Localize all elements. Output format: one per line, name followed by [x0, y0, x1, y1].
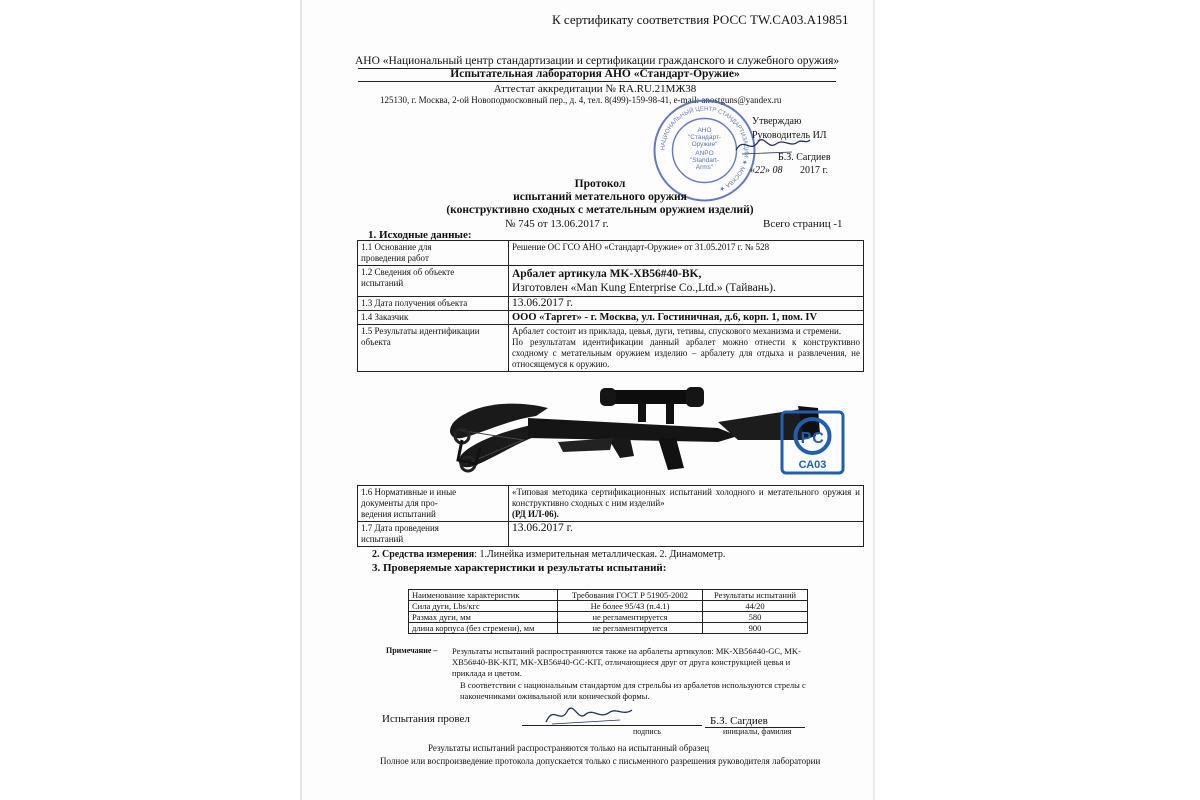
- table-cell: Сила дуги, Lbs/кгс: [409, 601, 558, 612]
- section-title: 3. Проверяемые характеристики и результаты испытаний:: [372, 562, 667, 574]
- protocol-subtitle: (конструктивно сходных с метательным оружием изделий): [446, 204, 754, 216]
- table-cell-value: Арбалет состоит из приклада, цевья, дуги, тетивы, спускового механизма и стремени. По результатам идентификации данный арбалет можно отнести к конструктивно сходному с метательным оружием изделию – арбалету для отдыха и развлечения, не относящемуся к оружию.: [509, 325, 864, 372]
- stamp-text: АНО: [697, 127, 712, 134]
- name-caption: инициалы, фамилия: [723, 727, 792, 736]
- tester-signature: [540, 700, 635, 728]
- table-row: [358, 297, 864, 311]
- table-row: [358, 311, 864, 325]
- approval-date: «22» 08 2017 г.: [750, 165, 828, 176]
- table-cell-key: 1.2 Сведения об объекте испытаний: [358, 266, 509, 297]
- column-header: Результаты испытаний: [703, 590, 808, 601]
- table-cell-key: 1.3 Дата получения объекта: [358, 297, 509, 311]
- source-data-table: [357, 240, 864, 372]
- page-edge: [300, 0, 302, 800]
- table-cell-value: «Типовая методика сертификационных испытаний холодного и метательного оружия и конструктивно сходных с ним изделий» (РД ИЛ-06).: [509, 486, 864, 522]
- table-cell: Размах дуги, мм: [409, 612, 558, 623]
- table-row: [358, 486, 864, 522]
- table-cell: длина корпуса (без стремени), мм: [409, 623, 558, 634]
- table-cell-key: 1.7 Дата проведения испытаний: [358, 522, 509, 547]
- stamp-text: Arms": [695, 164, 714, 171]
- table-cell: Не более 95/43 (п.4.1): [558, 601, 703, 612]
- accreditation-number: Аттестат аккредитации № RA.RU.21МЖ38: [493, 83, 697, 95]
- signature-caption: подпись: [633, 727, 661, 736]
- protocol-subtitle: испытаний метательного оружия: [513, 191, 687, 203]
- header-rule: [358, 81, 836, 82]
- svg-text:P: P: [800, 430, 812, 447]
- stamp-text: "Стандарт-: [687, 134, 722, 141]
- table-row: [358, 522, 864, 547]
- page-count: Всего страниц -1: [763, 218, 843, 230]
- svg-text:C: C: [812, 430, 824, 447]
- table-row: [358, 266, 864, 297]
- table-cell-key: 1.4 Заказчик: [358, 311, 509, 325]
- note-label: Примечание –: [386, 646, 438, 655]
- protocol-number: № 745 от 13.06.2017 г.: [505, 218, 609, 230]
- approval-name: Б.З. Сагдиев: [778, 152, 831, 163]
- stamp-ring-text: НАЦИОНАЛЬНЫЙ ЦЕНТР СТАНДАРТИЗАЦИИ ★ МОСКВА ★: [660, 106, 749, 192]
- results-table: [408, 589, 808, 634]
- protocol-title: Протокол: [574, 178, 626, 190]
- source-data-table-continued: [357, 485, 864, 547]
- table-row: [409, 612, 808, 623]
- table-header-row: [409, 590, 808, 601]
- document-page: [300, 0, 875, 800]
- table-cell: не регламентируется: [558, 623, 703, 634]
- stamp-text: "Standart-: [689, 157, 720, 164]
- cert-mark-code: СА03: [798, 459, 827, 471]
- table-cell-value: 13.06.2017 г.: [509, 522, 864, 547]
- certificate-reference: К сертификату соответствия РОСС TW.CA03.A19851: [552, 12, 849, 27]
- page-edge: [873, 0, 875, 800]
- table-cell-key: 1.5 Результаты идентификации объекта: [358, 325, 509, 372]
- table-row: [409, 601, 808, 612]
- certification-mark-icon: [780, 410, 845, 475]
- table-row: [409, 623, 808, 634]
- section-title: 1. Исходные данные:: [368, 229, 472, 241]
- tester-name: Б.З. Сагдиев: [710, 715, 768, 727]
- table-cell: не регламентируется: [558, 612, 703, 623]
- measurement-tools: 2. Средства измерения: 1.Линейка измерительная металлическая. 2. Динамометр.: [372, 549, 726, 560]
- organization-name: АНО «Национальный центр стандартизации и сертификации гражданского и служебного оружия»: [355, 55, 840, 67]
- table-row: [358, 325, 864, 372]
- approval-line: Утверждаю: [752, 116, 802, 127]
- table-cell: 44/20: [703, 601, 808, 612]
- table-row: [358, 241, 864, 266]
- tester-label: Испытания провел: [382, 713, 470, 725]
- table-cell-value: Решение ОС ГСО АНО «Стандарт-Оружие» от 31.05.2017 г. № 528: [509, 241, 864, 266]
- footer-note: Полное или воспроизведение протокола допускается только с письменного разрешения руководителя лаборатории: [380, 756, 821, 766]
- approval-position: Руководитель ИЛ: [752, 130, 827, 141]
- table-cell-key: 1.1 Основание для проведения работ: [358, 241, 509, 266]
- laboratory-name: Испытательная лаборатория АНО «Стандарт-Оружие»: [450, 68, 740, 80]
- signature-line: [522, 725, 702, 726]
- table-cell-value: ООО «Таргет» - г. Москва, ул. Гостиничная, д.6, корп. 1, пом. IV: [509, 311, 864, 325]
- table-cell: 900: [703, 623, 808, 634]
- column-header: Требования ГОСТ Р 51905-2002: [558, 590, 703, 601]
- table-cell: 580: [703, 612, 808, 623]
- note-text: В соответствии с национальным стандартом для стрельбы из арбалетов используются стрелы с наконечниками оживальной или конической формы.: [460, 680, 806, 701]
- table-cell-value: Арбалет артикула MK-XB56#40-BK, Изготовлен «Man Kung Enterprise Co.,Ltd.» (Тайвань).: [509, 266, 864, 297]
- lab-address: 125130, г. Москва, 2-ой Новоподмосковный пер., д. 4, тел. 8(499)-159-98-41, e-mail: anostguns@yandex.ru: [380, 95, 782, 105]
- table-cell-key: 1.6 Нормативные и иные документы для про- ведения испытаний: [358, 486, 509, 522]
- column-header: Наименование характеристик: [409, 590, 558, 601]
- note-text: Результаты испытаний распространяются также на арбалеты артикулов: MK-XB56#40-GC, MK-XB56#40-BK-KIT, MK-XB56#40-GC-KIT, отличающиеся друг от друга конструкцией цевья и приклада и цветом.: [452, 646, 801, 678]
- table-cell-value: 13.06.2017 г.: [509, 297, 864, 311]
- footer-note: Результаты испытаний распространяются только на испытанный образец: [428, 743, 710, 753]
- stamp-text: ANPO: [695, 150, 714, 157]
- stamp-text: Оружие": [691, 141, 718, 148]
